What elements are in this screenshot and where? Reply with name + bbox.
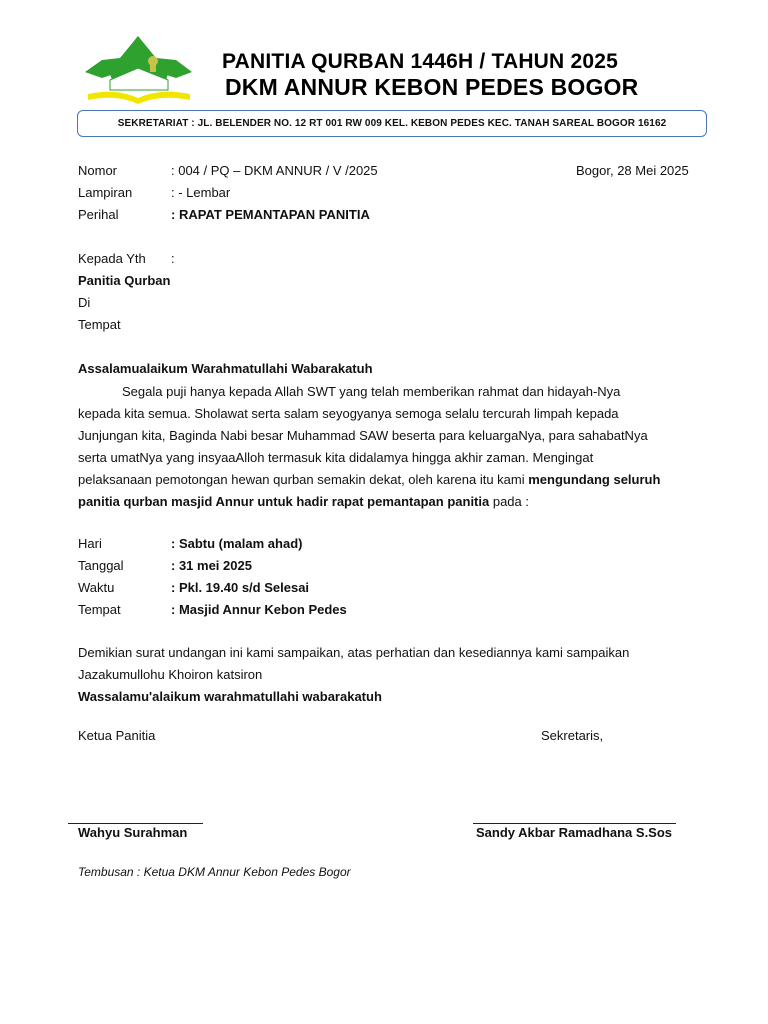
dkm-annur-logo	[80, 30, 198, 108]
schedule-label-tempat: Tempat	[78, 602, 121, 617]
schedule-label-hari: Hari	[78, 536, 102, 551]
body-text: pelaksanaan pemotongan hewan qurban semakin dekat, oleh karena itu kami	[78, 472, 529, 487]
body-line: serta umatNya yang insyaaAlloh termasuk kita didalamya hingga akhir zaman. Mengingat	[78, 450, 594, 465]
perihal-label: Perihal	[78, 207, 119, 222]
perihal-value: : RAPAT PEMANTAPAN PANITIA	[171, 207, 370, 222]
recipient-tempat: Tempat	[78, 317, 121, 332]
kepada-colon: :	[171, 251, 175, 266]
body-line: Junjungan kita, Baginda Nabi besar Muhammad SAW beserta para keluargaNya, para sahabatNya	[78, 428, 648, 443]
body-line: Segala puji hanya kepada Allah SWT yang telah memberikan rahmat dan hidayah-Nya	[122, 384, 621, 399]
body-line	[78, 469, 710, 491]
letterhead-title-line1: PANITIA QURBAN 1446H / TAHUN 2025	[222, 50, 618, 73]
nomor-label: Nomor	[78, 163, 118, 178]
schedule-label-tanggal: Tanggal	[78, 558, 124, 573]
body-line	[78, 491, 710, 513]
closing-salam: Wassalamu'alaikum warahmatullahi wabarakatuh	[78, 689, 382, 704]
lampiran-label: Lampiran	[78, 185, 133, 200]
secretariat-address: SEKRETARIAT : JL. BELENDER NO. 12 RT 001 RW 009 KEL. KEBON PEDES KEC. TANAH SAREAL BOGOR 16162	[117, 118, 667, 129]
body-bold-text: panitia qurban masjid Annur untuk hadir rapat pemantapan panitia	[78, 494, 490, 509]
signature-left-title: Ketua Panitia	[78, 728, 156, 743]
schedule-label-waktu: Waktu	[78, 580, 115, 595]
signature-right-name: Sandy Akbar Ramadhana S.Sos	[476, 825, 673, 840]
lampiran-value: : - Lembar	[171, 185, 231, 200]
place-date: Bogor, 28 Mei 2025	[576, 163, 689, 178]
signature-line-right	[473, 823, 676, 824]
schedule-value-tempat: : Masjid Annur Kebon Pedes	[171, 602, 347, 617]
kepada-label: Kepada Yth	[78, 251, 146, 266]
schedule-value-tanggal: : 31 mei 2025	[171, 558, 252, 573]
body-line: kepada kita semua. Sholawat serta salam seyogyanya semoga selalu tercurah limpah kepada	[78, 406, 619, 421]
body-text: pada :	[489, 494, 529, 509]
body-paragraph	[78, 381, 710, 513]
letterhead-title-line2: DKM ANNUR KEBON PEDES BOGOR	[225, 74, 639, 100]
opening-salam: Assalamualaikum Warahmatullahi Wabarakatuh	[78, 361, 373, 376]
signature-line-left	[68, 823, 203, 824]
secretariat-address-box	[77, 110, 707, 137]
body-bold-text: mengundang seluruh	[528, 472, 661, 487]
signature-left-name: Wahyu Surahman	[78, 825, 188, 840]
closing-line1: Demikian surat undangan ini kami sampaikan, atas perhatian dan kesediannya kami sampaikan	[78, 645, 630, 660]
recipient-name: Panitia Qurban	[78, 273, 171, 288]
tembusan-note: Tembusan : Ketua DKM Annur Kebon Pedes Bogor	[78, 865, 351, 879]
closing-line2: Jazakumullohu Khoiron katsiron	[78, 667, 263, 682]
nomor-value: : 004 / PQ – DKM ANNUR / V /2025	[171, 163, 378, 178]
signature-right-title: Sekretaris,	[541, 728, 604, 743]
schedule-value-waktu: : Pkl. 19.40 s/d Selesai	[171, 580, 310, 595]
recipient-di: Di	[78, 295, 91, 310]
schedule-value-hari: : Sabtu (malam ahad)	[171, 536, 303, 551]
